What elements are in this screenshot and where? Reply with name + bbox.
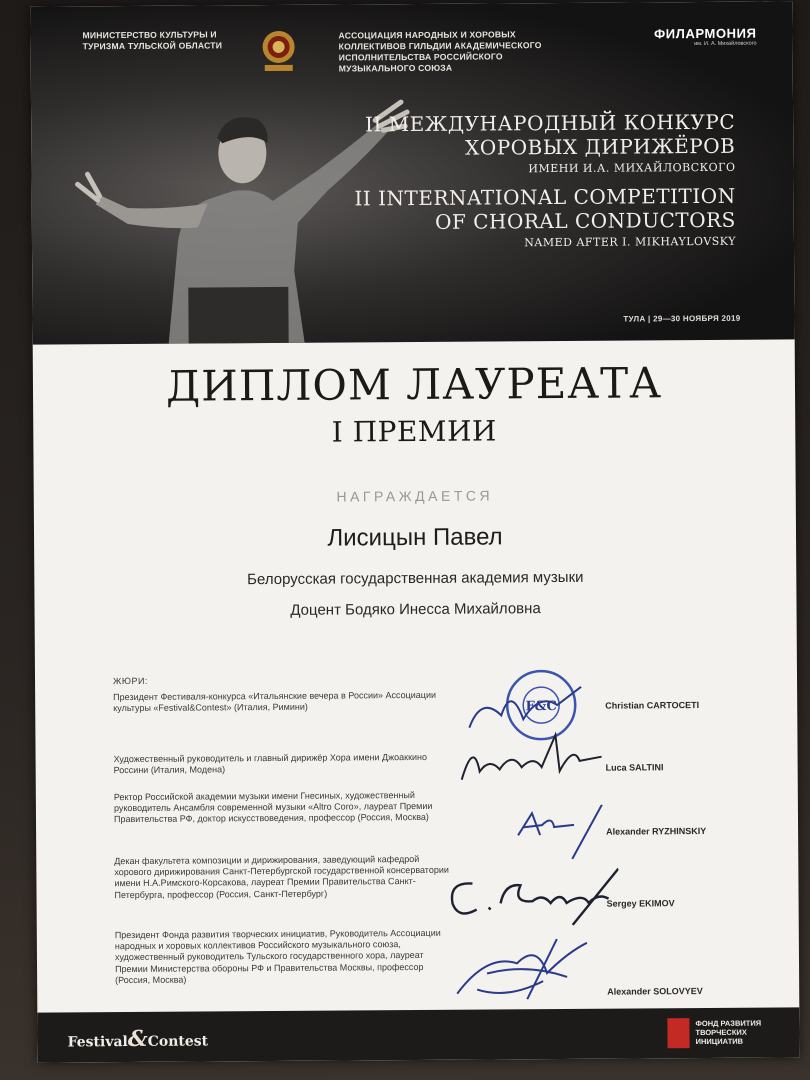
jury-name-2: Luca SALTINI — [605, 762, 664, 773]
festival-logo-left: Festival — [67, 1034, 128, 1051]
footer-band — [37, 1007, 799, 1062]
signature-solovyev — [447, 933, 597, 1006]
org-ministry: МИНИСТЕРСТВО КУЛЬТУРЫ И ТУРИЗМА ТУЛЬСКОЙ ОБЛАСТИ — [82, 29, 223, 52]
event-date: ТУЛА | 29—30 НОЯБРЯ 2019 — [623, 313, 741, 324]
title-ru-line1: II МЕЖДУНАРОДНЫЙ КОНКУРС — [365, 109, 736, 137]
fund-logo-icon — [667, 1018, 689, 1048]
jury-desc-3: Ректор Российской академии музыки имени Гнесиных, художественный руководитель Ансамбля современной музыки «Altro Coro», лауреат Премии Правительства РФ, доктор искусствоведения, профессор (Россия, Москва) — [113, 790, 433, 825]
jury-desc-2: Художественный руководитель и главный дирижёр Хора имени Джоаккино Россини (Италия, Модена) — [113, 751, 428, 776]
philharmonic-logo — [606, 26, 756, 48]
signature-ekimov — [442, 863, 618, 934]
diploma-title: ДИПЛОМ ЛАУРЕАТА — [165, 358, 663, 411]
jury-name-3: Alexander RYZHINSKIY — [606, 825, 707, 837]
philharmonic-name: ФИЛАРМОНИЯ — [654, 25, 757, 42]
org-association: АССОЦИАЦИЯ НАРОДНЫХ И ХОРОВЫХ КОЛЛЕКТИВОВ ГИЛЬДИИ АКАДЕМИЧЕСКОГО ИСПОЛНИТЕЛЬСТВА РОССИЙСКОГО МУЗЫКАЛЬНОГО СОЮЗА — [338, 29, 542, 74]
title-ru-line2: ХОРОВЫХ ДИРИЖЁРОВ — [465, 133, 736, 160]
laureate-name: Лисицын Павел — [327, 523, 503, 552]
festival-contest-logo — [67, 1025, 208, 1052]
jury-desc-1: Президент Фестиваля-конкурса «Итальянские вечера в России» Ассоциации культуры «Festival&Contest» (Италия, Римини) — [113, 689, 437, 714]
competition-titles — [354, 110, 736, 261]
jury-name-4: Sergey EKIMOV — [606, 898, 675, 909]
jury-desc-5: Президент Фонда развития творческих инициатив, Руководитель Ассоциации народных и хоровых коллективов Российского музыкального союза, художественный руководитель Тульского государственного хора, лауреат Премии Министерства обороны РФ и Правительства Москвы, профессор (Россия, Москва) — [114, 927, 441, 985]
title-en-sub: NAMED AFTER I. MIKHAYLOVSKY — [524, 234, 737, 250]
laureate-teacher: Доцент Бодяко Инесса Михайловна — [290, 600, 541, 619]
awarded-label: НАГРАЖДАЕТСЯ — [336, 487, 494, 505]
fund-name: ФОНД РАЗВИТИЯ ТВОРЧЕСКИХ ИНИЦИАТИВ — [695, 1018, 762, 1047]
signature-saltini — [455, 731, 615, 790]
guild-emblem-icon — [258, 27, 298, 75]
title-en-line2: OF CHORAL CONDUCTORS — [434, 207, 736, 234]
festival-logo-right: Contest — [147, 1033, 209, 1050]
title-en-line1: II INTERNATIONAL COMPETITION — [354, 183, 736, 211]
jury-label: ЖЮРИ: — [112, 675, 148, 687]
title-ru-sub: ИМЕНИ И.А. МИХАЙЛОВСКОГО — [528, 160, 736, 176]
festival-logo-amp: & — [127, 1025, 148, 1053]
stamp-text: F&C — [525, 699, 557, 715]
diploma-heading — [33, 357, 796, 452]
header-photo-band — [30, 1, 794, 344]
jury-name-1: Christian CARTOCETI — [605, 700, 700, 711]
jury-name-5: Alexander SOLOVYEV — [607, 986, 703, 997]
signature-cartoceti — [461, 675, 591, 736]
diploma-prize: I ПРЕМИИ — [331, 414, 497, 449]
diploma-document — [30, 1, 799, 1062]
laureate-academy: Белорусская государственная академия музыки — [247, 568, 584, 589]
signature-ryzhinskiy — [512, 805, 612, 866]
philharmonic-sub: им. И. А. Михайловского — [694, 40, 757, 48]
jury-desc-4: Декан факультета композиции и дирижирования, заведующий кафедрой хорового дирижирования Санкт-Петербургской государственной консерватории имени Н.А.Римского-Корсакова, лауреат Премии Правительства Санкт-Петербурга, профессор (Россия, Санкт-Петербург) — [114, 853, 449, 900]
